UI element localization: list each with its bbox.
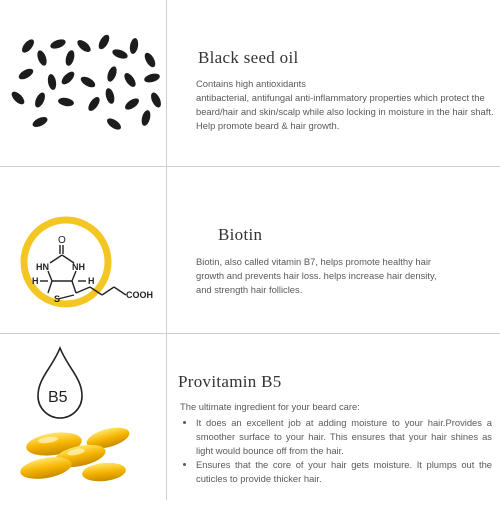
section-line: Contains high antioxidants <box>196 78 306 89</box>
section-black-seed-oil <box>0 0 500 166</box>
molecule-cooh-label: COOH <box>126 290 153 300</box>
molecule-o-label: O <box>58 235 66 246</box>
section-title: Black seed oil <box>198 48 299 67</box>
section-line: Biotin, also called vitamin B7, helps promote healthy hair growth and prevents hair loss. helps increase hair density, and strength hair follicles. <box>196 256 437 295</box>
list-item: • Ensures that the core of your hair gets moisture. It plumps out the cuticles to provide thicker hair. <box>196 458 492 486</box>
black-seed-text-block <box>176 48 496 133</box>
biotin-text-block <box>176 225 496 297</box>
section-line: Help promote beard & hair growth. <box>196 120 340 131</box>
section-provitamin-b5 <box>0 334 500 500</box>
list-item: • It does an excellent job at adding moisture to your hair.Provides a smoother surface to your hair. This ensures that your hair shines as light would bounce off from the hair. <box>196 416 492 458</box>
benefits-list <box>180 416 492 486</box>
section-biotin <box>0 167 500 333</box>
section-line: antibacterial, antifungal anti-inflammatory properties which protect the beard/hair and skin/scalp while also locking in moisture in the hair shaft. <box>196 92 494 117</box>
section-title: Biotin <box>218 225 263 244</box>
capsules-icon <box>19 424 132 484</box>
b5-text-block <box>176 372 496 486</box>
drop-icon <box>38 348 82 418</box>
section-intro: The ultimate ingredient for your beard care: <box>180 401 360 412</box>
b5-label: B5 <box>48 389 68 406</box>
b5-capsules-image <box>0 334 166 500</box>
molecule-nh-label: NH <box>72 262 85 272</box>
molecule-hn-label: HN <box>36 262 49 272</box>
molecule-h-right-label: H <box>88 276 95 286</box>
section-title: Provitamin B5 <box>178 372 282 391</box>
molecule-s-label: S <box>54 294 61 304</box>
biotin-molecule-image <box>0 167 166 333</box>
black-seeds-image <box>0 0 166 166</box>
molecule-h-left-label: H <box>32 276 39 286</box>
